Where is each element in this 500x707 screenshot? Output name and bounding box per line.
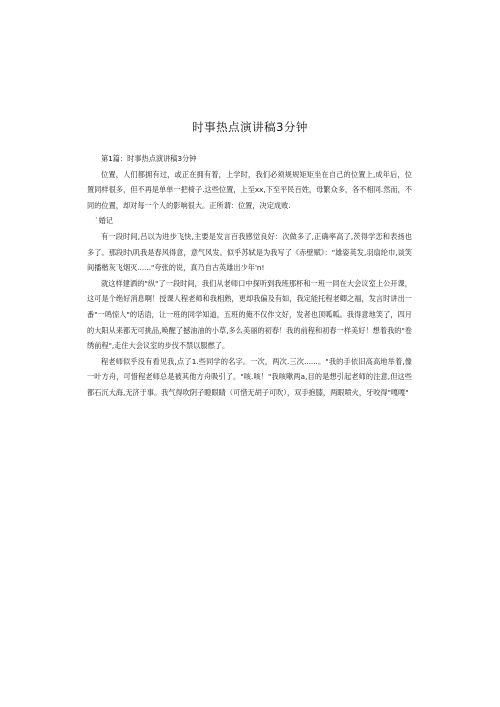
paragraph-1: 位置，人们都拥有过，或正在拥有着，上学时，我们必须规规矩矩坐在自己的位置上,成年后，位置同样很多，但不再是单单一把椅子.这些位置，上至xx,下至平民百姓，母繁众多，各不相同.然而，不同的位置，却对每一个人的影响很大。正所谓：位置，决定成败.: [87, 169, 412, 210]
paragraph-4: 程老师似乎没有看见我,点了1.些同学的名字。一次，两次.三次......。"我的手依旧高高地举着,像一叶方舟，可惜程老师总是被其他方舟吸引了。"咳.咳！"我咳嗽两a,目的是想引起老师的注意,但这些都石沉大海,无济于事。我气得吹阴子瞪眼睛（可惜无胡子可吹），双手抱膝，两眼喷火，牙咬得"嘎嘎": [87, 356, 412, 397]
paragraph-2: 有一段时间,吕以为进步飞快,主要是发言百我感觉良好：次做多了,正确率高了,茨得学恋和表扬也多了。那段时\叽我是春风得意，意气风发。似乎苏轼是为我写了《赤壁赋》："雄姿英发,羽扇纶巾,谈笑间播楷灰飞烟灭......"夸张的说，真乃自古英雄出少年'n!: [87, 231, 412, 273]
sub-heading: `婚记: [95, 216, 113, 226]
section-heading: 第1篇：时事热点演讲稿3分钟: [101, 154, 197, 163]
document-title: 时事热点演讲稿3分钟: [192, 120, 308, 134]
document-body: [87, 151, 412, 401]
paragraph-3: 就这样建洒的"纵"了一段时间，我们从老师口中探听到我班那杯和一班一同在大会议室上公开课，这可是个绝好消息啊！授课人程老师和我相熟，更却我偏及有如，我定能托程老卿之福，发言时讲出一番"一鸣惊人"的话语，让一班的同学知道，五班的俺不仅作文好，发者也顶呱呱。我得意地笑了，四月的大阳从来都无可挑品,唤醒了撼油油的小草,多么美丽的初春！我的前程和初春一样美好！想着我的"卷绣前程",走住大会议室的步伐不禁以服燃了。: [87, 278, 412, 351]
